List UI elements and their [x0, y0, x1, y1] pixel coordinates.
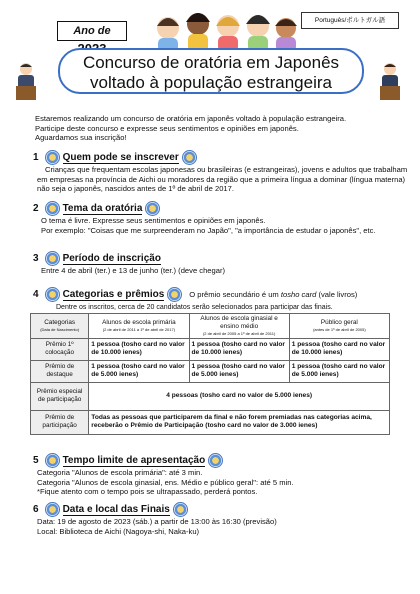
emblem-icon	[45, 287, 60, 302]
prize-note-prefix: O prêmio secundário é um	[189, 290, 281, 299]
section-2-heading	[33, 201, 160, 216]
section-5-line-3: *Fique atento com o tempo pois se ultrapassado, perderá pontos.	[37, 487, 258, 497]
speaker-left-icon	[14, 62, 38, 102]
col-header-general	[289, 314, 389, 339]
section-5-text	[37, 468, 403, 497]
intro-line-2: Participe deste concurso e expresse seus sentimentos e opiniões em japonês.	[35, 123, 299, 133]
section-3-number: 3	[33, 253, 39, 264]
intro-text	[35, 114, 405, 143]
person-5-icon	[275, 18, 297, 52]
table-corner-cell	[31, 314, 89, 339]
prize-note-suffix: (vale livros)	[316, 290, 358, 299]
corner-sub: (Data de Nascimento)	[40, 327, 80, 332]
section-2-line-2: Por exemplo: "Coisas que me surpreenderam no Japão", "a importância de estudar o japonês", etc.	[41, 225, 376, 235]
year-badge	[57, 21, 127, 41]
prize-cell: Todas as pessoas que participarem da final e não forem premiadas nas categorias acima, receberão o Prêmio de Participação (tosho card no valor de 3.000 ienes)	[89, 410, 390, 434]
table-row	[31, 338, 390, 360]
intro-line-3: Aguardamos sua inscrição!	[35, 133, 127, 143]
col-header-secondary	[189, 314, 289, 339]
section-1-number: 1	[33, 152, 39, 163]
prize-cell: 4 pessoas (tosho card no valor de 5.000 ienes)	[89, 382, 390, 410]
section-4-number: 4	[33, 289, 39, 300]
prize-cell: 1 pessoa (tosho card no valor de 5.000 ienes)	[89, 360, 189, 382]
emblem-icon	[167, 287, 182, 302]
row-label: Prêmio de destaque	[31, 360, 89, 382]
table-row	[31, 410, 390, 434]
person-3-icon	[216, 15, 240, 52]
emblem-icon	[45, 502, 60, 517]
col-sub: (2 de abril de 2005 a 1º de abril de 2011)	[202, 331, 276, 336]
emblem-icon	[208, 453, 223, 468]
emblem-icon	[45, 453, 60, 468]
col-label: Alunos de escola ginasial e ensino médio	[200, 315, 278, 330]
section-6-line-1: Data: 19 de agosto de 2023 (sáb.) a partir de 13:00 às 16:30 (previsão)	[37, 517, 277, 526]
row-label: Prêmio especial de participação	[31, 382, 89, 410]
emblem-icon	[45, 201, 60, 216]
person-2-icon	[186, 13, 210, 52]
person-4-icon	[246, 15, 270, 52]
section-5-line-2: Categoria "Alunos de escola ginasial, ens. Médio e público geral": até 5 min.	[37, 477, 294, 487]
section-5-line-1: Categoria "Alunos de escola primária": até 3 min.	[37, 468, 203, 477]
section-4-heading	[33, 287, 357, 302]
row-label: Prêmio de participação	[31, 410, 89, 434]
prize-cell: 1 pessoa (tosho card no valor de 10.000 ienes)	[189, 338, 289, 360]
year-prefix: Ano de	[73, 25, 111, 37]
section-5-title: Tempo limite de apresentação	[62, 454, 206, 466]
section-1-text: Crianças que frequentam escolas japonesas ou brasileiras (e estrangeiras), jovens e adultos que trabalham em empresas na província de Aichi ou moradores da região que a primeira língua a dominar (língua materna) não seja o japonês, nascidos antes de 1º de abril de 2017.	[37, 165, 408, 194]
emblem-icon	[173, 502, 188, 517]
section-6-number: 6	[33, 504, 39, 515]
corner-label: Categorias	[44, 319, 76, 326]
section-6-text	[37, 517, 403, 536]
col-sub: (2 de abril de 2011 a 1º de abril de 2017)	[102, 327, 176, 332]
prize-cell: 1 pessoa (tosho card no valor de 10.000 ienes)	[89, 338, 189, 360]
col-label: Alunos de escola primária	[102, 319, 176, 326]
emblem-icon	[45, 150, 60, 165]
section-1-heading	[33, 150, 197, 165]
section-6-line-2: Local: Biblioteca de Aichi (Nagoya-shi, Naka-ku)	[37, 526, 200, 536]
section-2-number: 2	[33, 203, 39, 214]
section-1-title: Quem pode se inscrever	[62, 151, 179, 163]
prize-cell: 1 pessoa (tosho card no valor de 5.000 ienes)	[289, 360, 389, 382]
prize-note	[189, 290, 357, 299]
section-2-title: Tema da oratória	[62, 202, 143, 214]
section-2-line-1: O tema é livre. Expresse seus sentimentos e opiniões em japonês.	[41, 216, 266, 225]
section-4-subnote: Dentre os inscritos, cerca de 20 candidatos serão selecionados para participar das finais.	[56, 304, 333, 311]
col-header-primary	[89, 314, 189, 339]
prize-note-italic: tosho card	[280, 290, 317, 299]
table-row	[31, 382, 390, 410]
page-title	[58, 48, 364, 94]
section-3-heading	[33, 251, 161, 266]
section-5-heading	[33, 453, 223, 468]
section-4-title: Categorias e prêmios	[62, 288, 165, 300]
emblem-icon	[45, 251, 60, 266]
section-6-title: Data e local das Finais	[62, 503, 170, 515]
row-label: Prêmio 1º colocação	[31, 338, 89, 360]
table-row	[31, 360, 390, 382]
prize-cell: 1 pessoa (tosho card no valor de 10.000 ienes)	[289, 338, 389, 360]
intro-line-1: Estaremos realizando um concurso de oratória em japonês voltado à população estrangeira.	[35, 114, 347, 123]
col-label: Público geral	[320, 319, 358, 326]
emblem-icon	[145, 201, 160, 216]
section-6-heading	[33, 502, 188, 517]
title-line-2: voltado à população estrangeira	[90, 73, 332, 92]
speaker-right-icon	[378, 62, 402, 102]
section-5-number: 5	[33, 455, 39, 466]
title-line-1: Concurso de oratória em Japonês	[82, 53, 340, 72]
categories-table	[30, 313, 390, 435]
prize-cell: 1 pessoa (tosho card no valor de 5.000 ienes)	[189, 360, 289, 382]
emblem-icon	[182, 150, 197, 165]
section-3-text: Entre 4 de abril (ter.) e 13 de junho (ter.) (deve chegar)	[41, 266, 226, 275]
section-3-title: Período de inscrição	[62, 252, 161, 264]
person-1-icon	[157, 17, 179, 52]
language-tag: Português/ポルトガル語	[301, 12, 399, 29]
people-illustration	[148, 4, 298, 52]
table-header-row	[31, 314, 390, 339]
section-2-text	[41, 216, 407, 235]
col-sub: (antes de 1º de abril de 2005)	[313, 327, 366, 332]
